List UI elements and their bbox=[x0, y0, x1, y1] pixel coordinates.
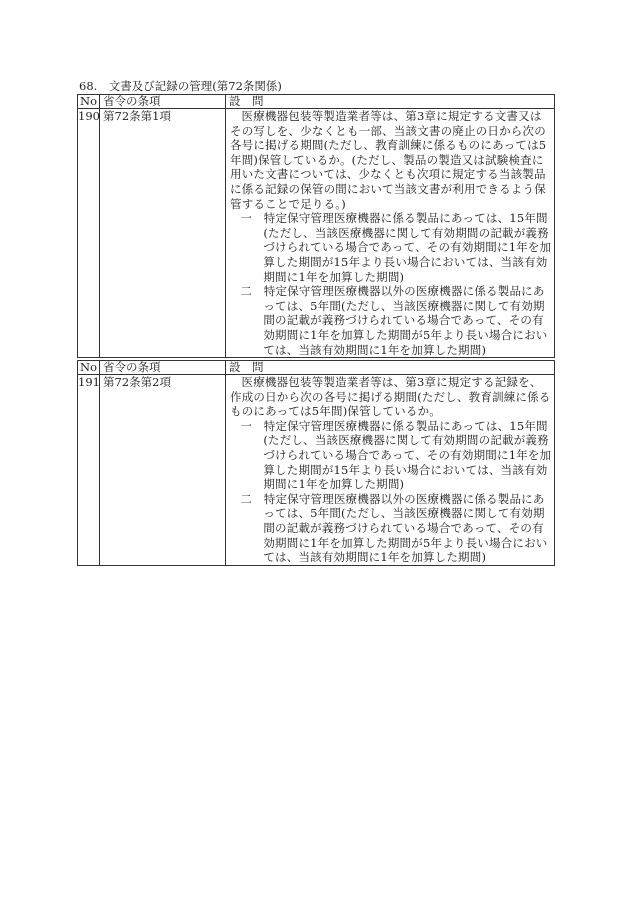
header-no: No bbox=[78, 361, 100, 375]
question-item-1: 一 特定保守管理医療機器に係る製品にあっては、15年間(ただし、当該医療機器に関して有効期間の記載が義務づけられている場合であって、その有効期間に1年を加算した期間が15年より長い場合においては、当該有効期間に1年を加算した期間) bbox=[240, 211, 552, 284]
row-no: 190 bbox=[78, 109, 100, 358]
row-question bbox=[226, 375, 555, 566]
question-table-190 bbox=[77, 94, 555, 358]
table-header-row bbox=[78, 361, 555, 375]
question-intro: 医療機器包装等製造業者等は、第3章に規定する記録を、作成の日から次の各号に掲げる期間(ただし、教育訓練に係るものにあっては5年間)保管しているか。 bbox=[230, 375, 551, 419]
header-article: 省令の条項 bbox=[100, 95, 226, 109]
question-item-2: 二 特定保守管理医療機器以外の医療機器に係る製品にあっては、5年間(ただし、当該医療機器に関して有効期間の記載が義務づけられている場合であって、その有効期間に1年を加算した期間が5年より長い場合においては、当該有効期間に1年を加算した期間) bbox=[240, 284, 548, 357]
row-article: 第72条第2項 bbox=[100, 375, 226, 566]
question-item-1: 一 特定保守管理医療機器に係る製品にあっては、15年間(ただし、当該医療機器に関して有効期間の記載が義務づけられている場合であって、その有効期間に1年を加算した期間が15年より長い場合においては、当該有効期間に1年を加算した期間) bbox=[240, 418, 552, 492]
header-question: 設 問 bbox=[226, 361, 555, 375]
question-intro: 医療機器包装等製造業者等は、第3章に規定する文書又はその写しを、少なくとも一部、当該文書の廃止の日から次の各号に掲げる期間(ただし、教育訓練に係るものにあっては5年間)保管しているか。(ただし、製品の製造又は試験検査に用いた文書については、少なくとも次項に規定する当該製品に係る記録の保管の間において当該文書が利用できるよう保管することで足りる。) bbox=[230, 109, 547, 211]
header-question: 設 問 bbox=[226, 95, 555, 109]
row-no: 191 bbox=[78, 375, 100, 566]
header-article: 省令の条項 bbox=[100, 361, 226, 375]
row-article: 第72条第1項 bbox=[100, 109, 226, 358]
section-title: 68. 文書及び記録の管理(第72条関係) bbox=[79, 79, 282, 93]
question-table-191 bbox=[77, 360, 555, 566]
table-row bbox=[78, 109, 555, 358]
row-question bbox=[226, 109, 555, 358]
table-row bbox=[78, 375, 555, 566]
table-header-row bbox=[78, 95, 555, 109]
question-item-2: 二 特定保守管理医療機器以外の医療機器に係る製品にあっては、5年間(ただし、当該医療機器に関して有効期間の記載が義務づけられている場合であって、その有効期間に1年を加算した期間が5年より長い場合においては、当該有効期間に1年を加算した期間) bbox=[240, 491, 548, 565]
header-no: No bbox=[78, 95, 100, 109]
